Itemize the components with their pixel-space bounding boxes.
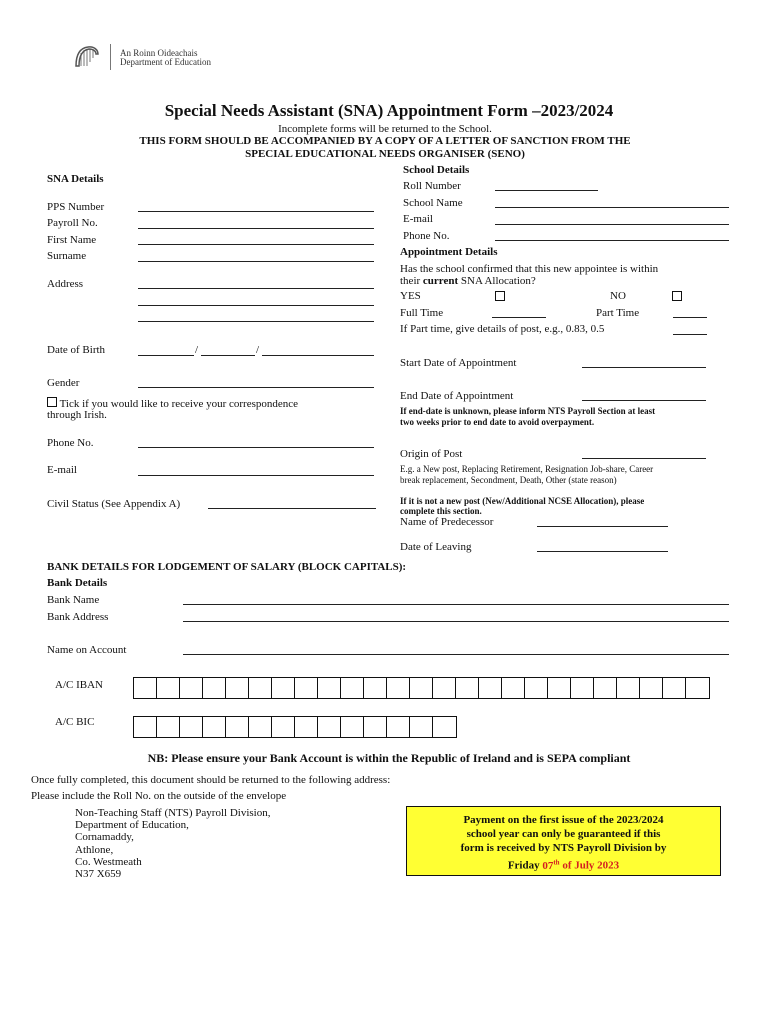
surname-field[interactable] xyxy=(138,261,374,262)
sna-phone-label: Phone No. xyxy=(47,437,94,449)
form-title: Special Needs Assistant (SNA) Appointment Form –2023/2024 xyxy=(164,101,614,120)
school-email-field[interactable] xyxy=(495,224,729,225)
iban-label: A/C IBAN xyxy=(55,679,103,691)
gender-field[interactable] xyxy=(138,387,374,388)
char-box[interactable] xyxy=(249,678,272,698)
iban-boxes[interactable] xyxy=(133,677,710,699)
irish-correspondence-2: through Irish. xyxy=(47,409,107,421)
char-box[interactable] xyxy=(318,717,341,737)
bank-subheading: Bank Details xyxy=(47,577,108,589)
irish-correspondence: Tick if you would like to receive your correspondence xyxy=(47,397,298,410)
notice-letter: THIS FORM SHOULD BE ACCOMPANIED BY A COPY OF A LETTER OF SANCTION FROM THE xyxy=(139,135,631,147)
part-time-details-label: If Part time, give details of post, e.g., 0.83, 0.5 xyxy=(400,323,605,335)
bank-name-label: Bank Name xyxy=(47,594,100,606)
char-box[interactable] xyxy=(502,678,525,698)
char-box[interactable] xyxy=(571,678,594,698)
char-box[interactable] xyxy=(203,717,226,737)
predecessor-field[interactable] xyxy=(537,526,668,527)
char-box[interactable] xyxy=(364,717,387,737)
leaving-label: Date of Leaving xyxy=(400,541,472,553)
surname-label: Surname xyxy=(47,250,87,262)
sna-phone-field[interactable] xyxy=(138,447,374,448)
dob-separator-2: / xyxy=(256,344,260,356)
dob-label: Date of Birth xyxy=(47,344,106,356)
char-box[interactable] xyxy=(433,717,456,737)
bank-heading: BANK DETAILS FOR LODGEMENT OF SALARY (BLOCK CAPITALS): xyxy=(47,561,407,573)
bank-name-field[interactable] xyxy=(183,604,729,605)
predecessor-label: Name of Predecessor xyxy=(400,516,494,528)
address-field-1[interactable] xyxy=(138,288,374,289)
start-date-label: Start Date of Appointment xyxy=(400,357,517,369)
char-box[interactable] xyxy=(226,717,249,737)
school-name-label: School Name xyxy=(403,197,463,209)
logo-divider xyxy=(110,44,111,70)
address-line: Co. Westmeath xyxy=(75,855,142,868)
deadline-day: 07th xyxy=(542,858,560,872)
payment-line-4: Friday 07th of July 2023 xyxy=(507,858,620,872)
address-line: Athlone, xyxy=(75,843,114,856)
school-name-field[interactable] xyxy=(495,207,729,208)
full-time-label: Full Time xyxy=(400,307,444,319)
char-box[interactable] xyxy=(525,678,548,698)
notice-incomplete: Incomplete forms will be returned to the School. xyxy=(278,123,492,135)
dept-english: Department of Education xyxy=(120,57,211,67)
address-field-3[interactable] xyxy=(138,321,374,322)
first-name-field[interactable] xyxy=(138,244,374,245)
not-new-note-2: complete this section. xyxy=(400,506,482,516)
school-phone-field[interactable] xyxy=(495,240,729,241)
deadline-month: of July 2023 xyxy=(562,859,620,872)
payroll-field[interactable] xyxy=(138,228,374,229)
char-box[interactable] xyxy=(203,678,226,698)
char-box[interactable] xyxy=(456,678,479,698)
irish-checkbox[interactable] xyxy=(47,397,57,407)
address-line: Cornamaddy, xyxy=(75,831,134,844)
return-instructions: Once fully completed, this document should be returned to the following address: xyxy=(31,774,391,786)
school-heading: School Details xyxy=(403,164,470,176)
char-box[interactable] xyxy=(157,678,180,698)
dob-separator-1: / xyxy=(195,344,199,356)
address-label: Address xyxy=(47,278,84,290)
end-date-field[interactable] xyxy=(582,400,706,401)
char-box[interactable] xyxy=(433,678,456,698)
allocation-question-2: their current SNA Allocation? xyxy=(400,275,536,287)
char-box[interactable] xyxy=(387,678,410,698)
address-line: Non-Teaching Staff (NTS) Payroll Division, xyxy=(75,807,271,819)
first-name-label: First Name xyxy=(47,234,97,246)
char-box[interactable] xyxy=(134,717,157,737)
yes-label: YES xyxy=(400,290,421,302)
char-box[interactable] xyxy=(410,717,433,737)
not-new-note: If it is not a new post (New/Additional NCSE Allocation), please xyxy=(400,496,645,506)
roll-envelope-note: Please include the Roll No. on the outside of the envelope xyxy=(31,790,287,802)
char-box[interactable] xyxy=(663,678,686,698)
school-phone-label: Phone No. xyxy=(403,230,450,242)
start-date-field[interactable] xyxy=(582,367,706,368)
char-box[interactable] xyxy=(364,678,387,698)
appointment-heading: Appointment Details xyxy=(400,246,498,258)
bic-label: A/C BIC xyxy=(55,716,95,728)
sepa-note: NB: Please ensure your Bank Account is within the Republic of Ireland and is SEPA compliant xyxy=(147,751,631,765)
char-box[interactable] xyxy=(272,678,295,698)
sna-heading: SNA Details xyxy=(47,173,104,185)
civil-status-label: Civil Status (See Appendix A) xyxy=(47,498,181,510)
account-name-field[interactable] xyxy=(183,654,729,655)
char-box[interactable] xyxy=(134,678,157,698)
part-time-details-field[interactable] xyxy=(673,334,707,335)
payment-line-1: Payment on the first issue of the 2023/2024 xyxy=(463,814,664,826)
pps-label: PPS Number xyxy=(47,201,105,213)
char-box[interactable] xyxy=(226,678,249,698)
origin-field[interactable] xyxy=(582,458,706,459)
end-date-note: If end-date is unknown, please inform NTS Payroll Section at least xyxy=(400,406,656,416)
account-name-label: Name on Account xyxy=(47,644,127,656)
part-time-field[interactable] xyxy=(673,317,707,318)
roll-label: Roll Number xyxy=(403,180,461,192)
payment-line-3: form is received by NTS Payroll Division by xyxy=(460,842,667,854)
bank-address-label: Bank Address xyxy=(47,611,109,623)
char-box[interactable] xyxy=(410,678,433,698)
pps-field[interactable] xyxy=(138,211,374,212)
full-time-field[interactable] xyxy=(492,317,546,318)
part-time-label: Part Time xyxy=(596,307,640,319)
bank-address-field[interactable] xyxy=(183,621,729,622)
no-label: NO xyxy=(610,290,626,302)
dob-year-field[interactable] xyxy=(262,355,374,356)
char-box[interactable] xyxy=(272,717,295,737)
char-box[interactable] xyxy=(686,678,709,698)
gender-label: Gender xyxy=(47,377,80,389)
address-line: N37 X659 xyxy=(75,868,122,881)
char-box[interactable] xyxy=(249,717,272,737)
char-box[interactable] xyxy=(640,678,663,698)
sna-email-field[interactable] xyxy=(138,475,374,476)
sna-email-label: E-mail xyxy=(47,464,77,476)
no-checkbox[interactable] xyxy=(672,291,682,301)
char-box[interactable] xyxy=(341,678,364,698)
address-field-2[interactable] xyxy=(138,305,374,306)
dept-irish: An Roinn Oideachais xyxy=(120,48,198,58)
return-address xyxy=(75,807,270,880)
harp-icon xyxy=(72,44,102,70)
roll-field[interactable] xyxy=(495,190,598,191)
char-box[interactable] xyxy=(180,678,203,698)
end-date-note-2: two weeks prior to end date to avoid overpayment. xyxy=(400,417,595,427)
dob-month-field[interactable] xyxy=(201,355,255,356)
char-box[interactable] xyxy=(341,717,364,737)
char-box[interactable] xyxy=(318,678,341,698)
char-box[interactable] xyxy=(295,678,318,698)
address-line: Department of Education, xyxy=(75,819,189,832)
payroll-label: Payroll No. xyxy=(47,217,98,229)
school-email-label: E-mail xyxy=(403,213,433,225)
char-box[interactable] xyxy=(617,678,640,698)
yes-checkbox[interactable] xyxy=(495,291,505,301)
char-box[interactable] xyxy=(157,717,180,737)
origin-examples-2: break replacement, Secondment, Death, Other (state reason) xyxy=(400,475,617,485)
payment-line-2: school year can only be guaranteed if this xyxy=(466,828,661,840)
civil-status-field[interactable] xyxy=(208,508,376,509)
bic-boxes[interactable] xyxy=(133,716,457,738)
allocation-question: Has the school confirmed that this new appointee is within xyxy=(400,263,659,275)
char-box[interactable] xyxy=(180,717,203,737)
char-box[interactable] xyxy=(479,678,502,698)
payment-deadline-box xyxy=(406,806,721,876)
leaving-field[interactable] xyxy=(537,551,668,552)
char-box[interactable] xyxy=(295,717,318,737)
notice-seno: SPECIAL EDUCATIONAL NEEDS ORGANISER (SENO) xyxy=(245,148,525,160)
char-box[interactable] xyxy=(594,678,617,698)
char-box[interactable] xyxy=(548,678,571,698)
char-box[interactable] xyxy=(387,717,410,737)
end-date-label: End Date of Appointment xyxy=(400,390,514,402)
department-logo xyxy=(72,44,102,75)
dob-day-field[interactable] xyxy=(138,355,194,356)
origin-examples: E.g. a New post, Replacing Retirement, Resignation Job-share, Career xyxy=(400,464,654,474)
origin-label: Origin of Post xyxy=(400,448,463,460)
